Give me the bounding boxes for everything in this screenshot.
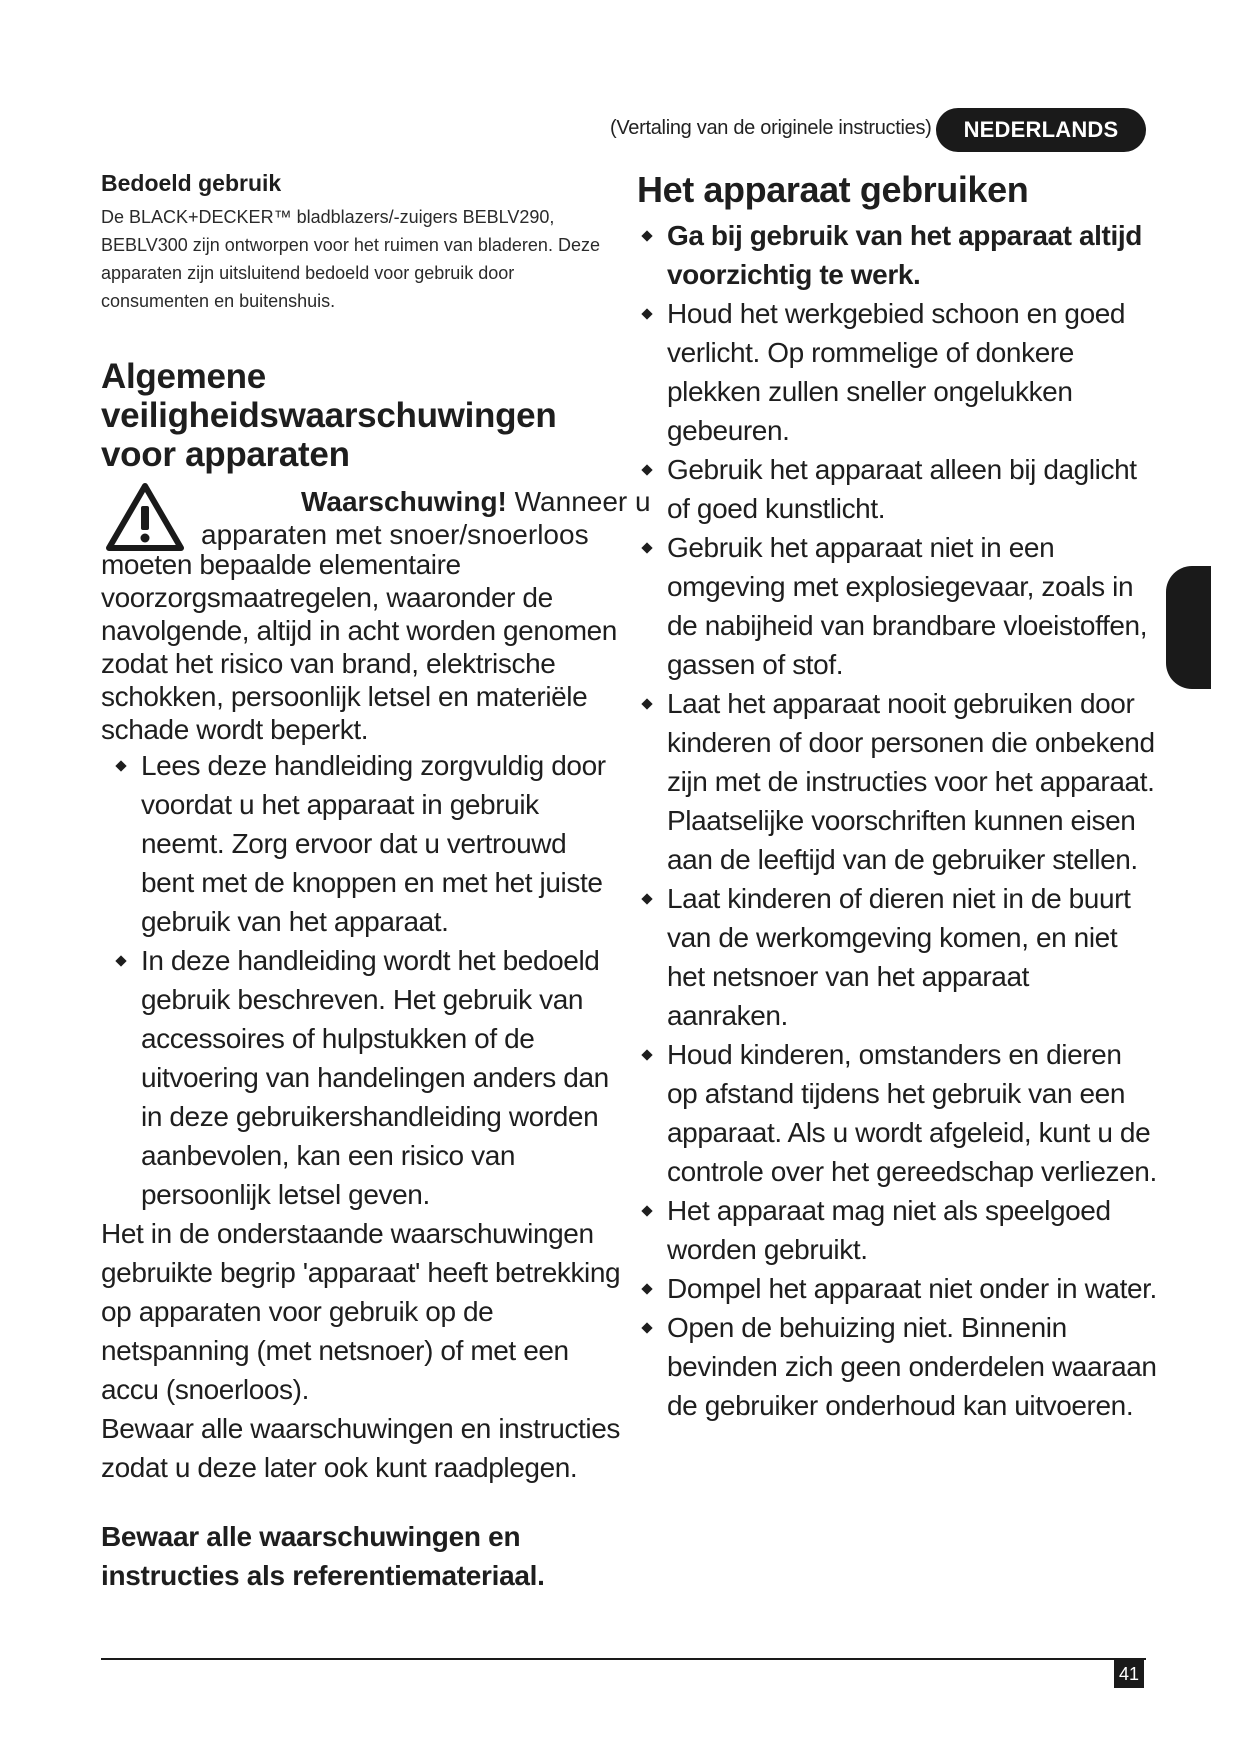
chapter-side-tab — [1166, 566, 1211, 689]
list-item — [637, 216, 1157, 294]
list-item-text: Het apparaat mag niet als speelgoed worden gebruikt. — [667, 1195, 1111, 1265]
warning-line-2: apparaten met snoer/snoerloos — [201, 519, 589, 550]
language-badge: NEDERLANDS — [936, 108, 1146, 152]
footer-divider — [101, 1658, 1146, 1660]
diamond-bullet-icon — [641, 1205, 652, 1216]
diamond-bullet-icon — [641, 698, 652, 709]
diamond-bullet-icon — [115, 760, 126, 771]
warning-line-1 — [301, 486, 651, 518]
list-item-text: Gebruik het apparaat niet in een omgeving met explosiegevaar, zoals in de nabijheid van brandbare vloeistoffen, gassen of stof. — [667, 532, 1148, 680]
list-item-text: Lees deze handleiding zorgvuldig door voordat u het apparaat in gebruik neemt. Zorg ervoor dat u vertrouwd bent met de knoppen en met het juiste gebruik van het apparaat. — [141, 750, 606, 937]
list-item-text: Ga bij gebruik van het apparaat altijd voorzichtig te werk. — [667, 220, 1142, 290]
list-item — [637, 1191, 1157, 1269]
diamond-bullet-icon — [641, 230, 652, 241]
warning-line-1-rest: Wanneer u — [506, 486, 651, 517]
keep-instructions-paragraph: Bewaar alle waarschuwingen en instructies zodat u deze later ook kunt raadplegen. — [101, 1413, 620, 1483]
diamond-bullet-icon — [641, 464, 652, 475]
general-safety-title: Algemene veiligheidswaarschuwingen voor apparaten — [101, 357, 557, 474]
list-item — [111, 941, 621, 1214]
translation-note: (Vertaling van de originele instructies) — [610, 117, 932, 139]
definition-paragraph: Het in de onderstaande waarschuwingen gebruikte begrip 'apparaat' heeft betrekking op apparaten voor gebruik op de netspanning (met netsnoer) of met een accu (snoerloos). — [101, 1218, 621, 1405]
list-item-text: Houd het werkgebied schoon en goed verlicht. Op rommelige of donkere plekken zullen sneller ongelukken gebeuren. — [667, 298, 1126, 446]
intended-use-text: De BLACK+DECKER™ bladblazers/-zuigers BEBLV290, BEBLV300 zijn ontworpen voor het ruimen van bladeren. Deze apparaten zijn uitsluitend bedoeld voor gebruik door consumenten en buitenshuis. — [101, 207, 600, 311]
using-appliance-title: Het apparaat gebruiken — [637, 169, 1029, 210]
list-item — [637, 528, 1157, 684]
diamond-bullet-icon — [641, 1283, 652, 1294]
warning-triangle-icon — [105, 482, 185, 552]
warning-label: Waarschuwing! — [301, 486, 507, 517]
list-item-text: Open de behuizing niet. Binnenin bevinden zich geen onderdelen waaraan de gebruiker onderhoud kan uitvoeren. — [667, 1312, 1157, 1421]
intended-use-heading: Bedoeld gebruik — [101, 170, 282, 196]
list-item-text: Gebruik het apparaat alleen bij daglicht of goed kunstlicht. — [667, 454, 1137, 524]
diamond-bullet-icon — [641, 308, 652, 319]
warning-block — [101, 482, 651, 550]
list-item-text: Dompel het apparaat niet onder in water. — [667, 1273, 1157, 1304]
diamond-bullet-icon — [115, 955, 126, 966]
list-item — [637, 1035, 1157, 1191]
right-column — [637, 170, 1157, 1425]
list-item-text: In deze handleiding wordt het bedoeld gebruik beschreven. Het gebruik van accessoires of hulpstukken of de uitvoering van handelingen anders dan in deze gebruikershandleiding worden aanbevolen, kan een risico van persoonlijk letsel geven. — [141, 945, 609, 1210]
list-item — [637, 879, 1157, 1035]
closing-statement: Bewaar alle waarschuwingen en instructies als referentiemateriaal. — [101, 1521, 545, 1591]
list-item — [637, 450, 1157, 528]
list-item — [637, 1269, 1157, 1308]
page-number: 41 — [1114, 1660, 1144, 1688]
list-item — [637, 294, 1157, 450]
list-item — [111, 746, 621, 941]
warning-continued-text: moeten bepaalde elementaire voorzorgsmaatregelen, waaronder de navolgende, altijd in acht worden genomen zodat het risico van brand, elektrische schokken, persoonlijk letsel en materiële schade wordt beperkt. — [101, 549, 617, 745]
list-item — [637, 1308, 1157, 1425]
general-warnings-list — [111, 746, 621, 1214]
list-item-text: Laat het apparaat nooit gebruiken door kinderen of door personen die onbekend zijn met de instructies voor het apparaat. Plaatselijke voorschriften kunnen eisen aan de leeftijd van de gebruiker stellen. — [667, 688, 1155, 875]
list-item — [637, 684, 1157, 879]
left-column — [101, 170, 651, 1595]
usage-warnings-list — [637, 216, 1157, 1425]
diamond-bullet-icon — [641, 542, 652, 553]
list-item-text: Laat kinderen of dieren niet in de buurt van de werkomgeving komen, en niet het netsnoer van het apparaat aanraken. — [667, 883, 1131, 1031]
list-item-text: Houd kinderen, omstanders en dieren op afstand tijdens het gebruik van een apparaat. Als u wordt afgeleid, kunt u de controle over het gereedschap verliezen. — [667, 1039, 1157, 1187]
diamond-bullet-icon — [641, 893, 652, 904]
diamond-bullet-icon — [641, 1322, 652, 1333]
diamond-bullet-icon — [641, 1049, 652, 1060]
